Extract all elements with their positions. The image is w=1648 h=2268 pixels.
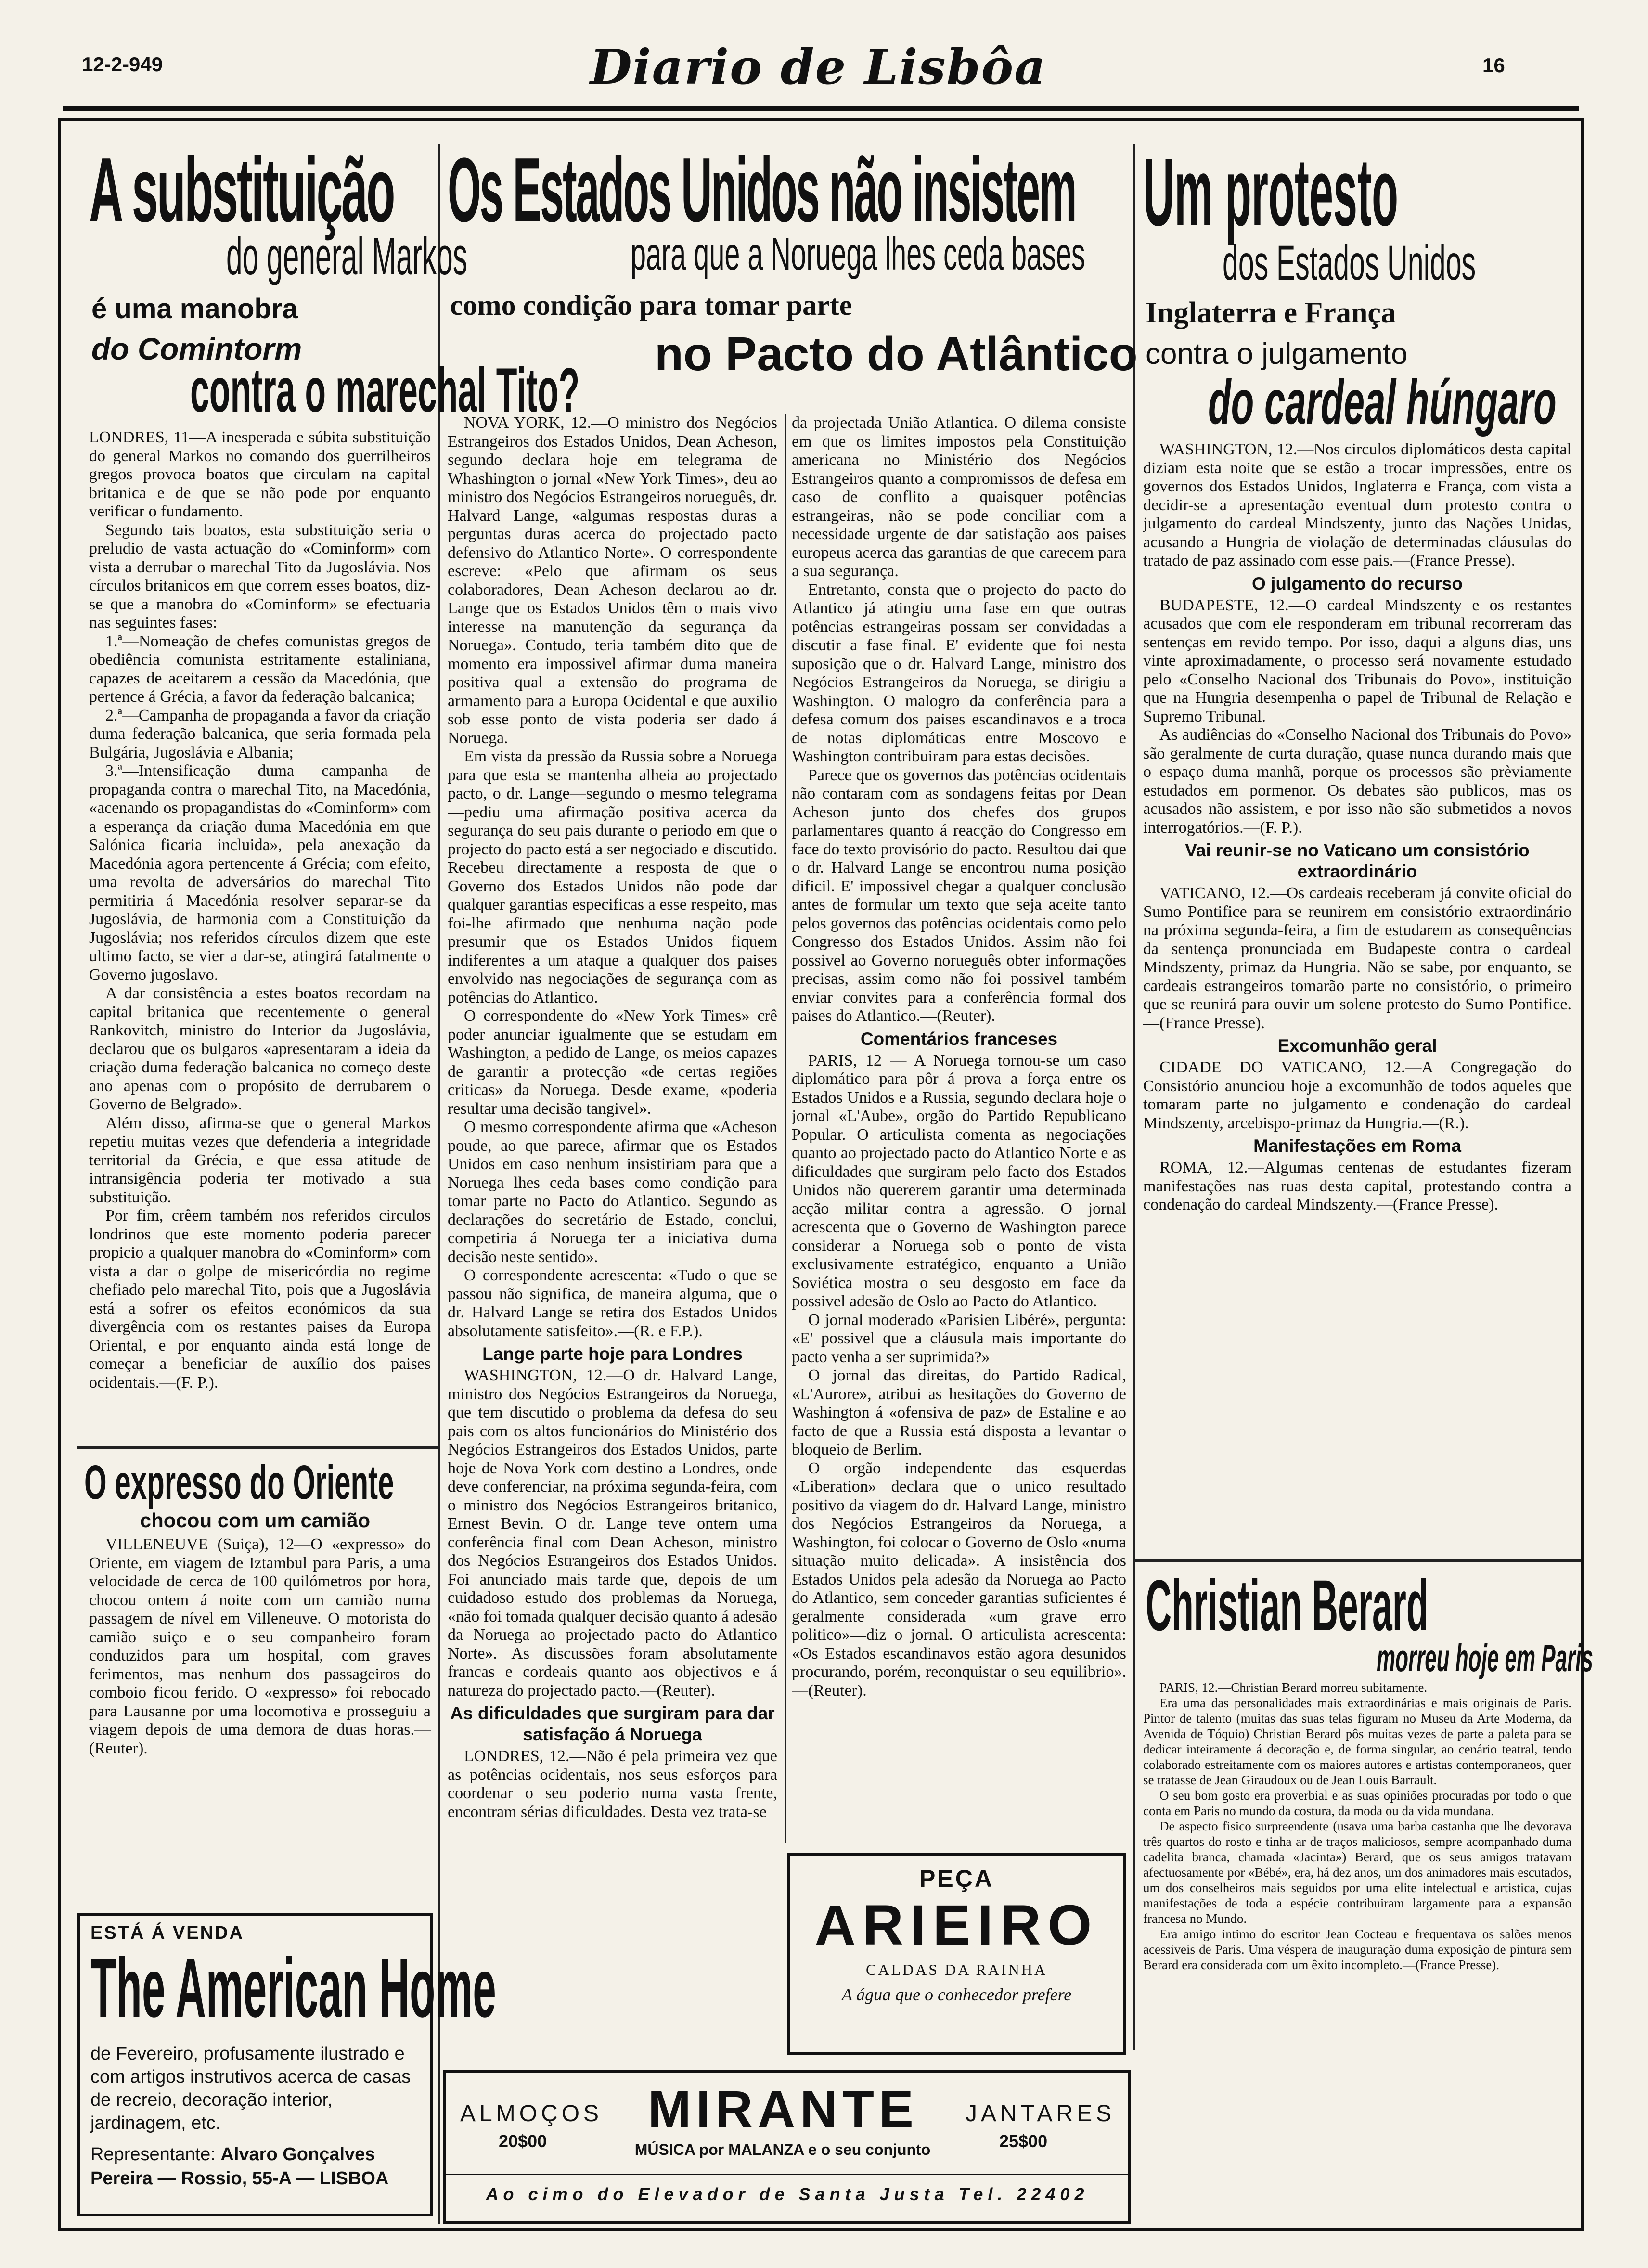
paragraph: O jornal das direitas, do Partido Radical, «L'Aurore», atribui as hesitações do Governo de Washington á «ofensiva de paz» de Estaline e ao facto de que a Russia está disposta a levantar o bloqueio de Berlim. — [792, 1366, 1126, 1458]
paragraph: LONDRES, 12.—Não é pela primeira vez que as potências ocidentais, nos seus esforços para coordenar o seu poderio numa vasta frente, encontram sérias dificuldades. Desta vez trata-se — [448, 1747, 777, 1821]
deck-inglaterra-franca: Inglaterra e França — [1146, 296, 1396, 329]
article-continuation-body — [792, 414, 1126, 1843]
deck-noruega-bases: para que a Noruega lhes ceda bases — [631, 228, 1085, 280]
subhead-dificuldades: As dificuldades que surgiram para dar satisfação á Noruega — [450, 1703, 775, 1744]
paragraph: PARIS, 12 — A Noruega tornou-se um caso diplomático para pôr á prova a força entre os Estados Unidos e a Russia, segundo declara hoje o jornal «L'Aube», orgão do Partido Republicano Popular. O articulista comenta as negociações quanto ao projectado pacto do Atlantico Norte e as dificuldades que surgiram pelo facto dos Estados Unidos não quererem garantir uma determinada acção militar contra a agressão. O jornal acrescenta que o Governo de Washington parece considerar a Noruega sob o ponto de vista exclusivamente estratégico, enquanto a União Soviética mostra o seu desgosto em face da possivel adesão de Oslo ao Pacto do Atlantico. — [792, 1051, 1126, 1310]
paragraph: O seu bom gosto era proverbial e as suas opiniões procuradas por todo o que conta em Paris no mundo da costura, da moda ou da vida mundana. — [1143, 1788, 1571, 1818]
paragraph: 3.ª—Intensificação duma campanha de propaganda contra o marechal Tito, na Macedónia, «acenando os propagandistas do «Cominform» com a esperança da criação duma Macedónia em que Salónica ficaria incluida», pela anexação da Macedónia agora pertencente á Grécia; com efeito, uma revolta de adversários do marechal Tito permitiria á Macedónia resolver separar-se da Jugoslávia, de harmonia com a Constituição da Jugoslávia; nos referidos círculos dizem que este ultimo facto, se vier a dar-se, atingirá fatalmente o Governo jugoslavo. — [89, 762, 431, 984]
paragraph: Era amigo intimo do escritor Jean Cocteau e frequentava os salões menos acessiveis de Paris. Uma véspera de inauguração duma exposição de pintura sem Berard era considerada com um êxito incompleto.—(France Presse). — [1143, 1927, 1571, 1972]
subhead-manifestacoes: Manifestações em Roma — [1253, 1136, 1461, 1156]
page-number: 16 — [1482, 54, 1505, 77]
paragraph: O correspondente do «New York Times» crê poder anunciar igualmente que se estudam em Washington, a pedido de Lange, os meios capazes de garantir a protecção «de certas regiões criticas» da Noruega. Desde exame, «poderia resultar uma decisão tangivel». — [448, 1007, 777, 1118]
section-rule — [77, 1446, 438, 1449]
ad-arieiro-slogan: A água que o conhecedor prefere — [841, 1985, 1072, 2004]
deck-pacto-atlantico: no Pacto do Atlântico — [655, 327, 1138, 380]
ad-description: de Fevereiro, profusamente ilustrado e com artigos instrutivos acerca de casas de recreio, decoração interior, jardinagem, etc. — [90, 2044, 411, 2133]
paragraph: Parece que os governos das potências ocidentais não contaram com as sondagens feitas por Dean Acheson junto dos chefes dos grupos parlamentares quanto á reacção do Congresso em face do texto provisório do pacto. Resultou dai que o dr. Halvard Lange se encontrou numa posição dificil. E' impossivel chegar a qualquer conclusão antes de formular um texto que seja aceite tanto pelos governos das potências ocidentais como pelo Congresso dos Estados Unidos. Assim não foi possivel ao Governo norueguês obter informações precisas, assim como não foi possivel também enviar convites para a conferência formal dos paises do Atlantico.—(Reuter). — [792, 766, 1126, 1025]
deck-julgamento: contra o julgamento — [1146, 337, 1408, 371]
paragraph: Além disso, afirma-se que o general Markos repetiu muitas vezes que defenderia a integridade territorial da Grécia, e que essa atitude de intransigência poderia ter motivado a sua substituição. — [89, 1114, 431, 1206]
article-protesto-body — [1143, 440, 1571, 1557]
paragraph: Segundo tais boatos, esta substituição seria o preludio de vasta actuação do «Cominform» com vista a derrubar o marechal Tito da Jugoslávia. Nos círculos britanicos em que correm esses boatos, diz-se que a manobra do «Cominform» se efectuaria nas seguintes fases: — [89, 521, 431, 631]
paragraph: O orgão independente das esquerdas «Liberation» declara que o unico resultado positivo da viagem do dr. Halvard Lange, ministro dos Negócios Estrangeiros da Noruega, a Washington, foi colocar o Governo de Oslo «numa situação muito delicada». A insistência dos Estados Unidos pela adesão da Noruega ao Pacto do Atlantico, sem conceder garantias suficientes é geralmente considerada «um grave erro politico»—diz o jornal. O articulista acrescenta: «Os Estados escandinavos estão agora desunidos procurando, porém, reconquistar o seu equilibrio».—(Reuter). — [792, 1459, 1126, 1700]
ad-mirante-almocos-price: 20$00 — [499, 2131, 547, 2151]
ad-top-line: ESTÁ Á VENDA — [90, 1923, 244, 1943]
ad-mirante-brand: MIRANTE — [648, 2080, 918, 2138]
deck-contra-tito: contra o marechal Tito? — [190, 355, 580, 425]
paragraph: 2.ª—Campanha de propaganda a favor da criação duma federação balcanica, que seria formada pela Bulgária, Jugoslávia e Albania; — [89, 706, 431, 761]
deck-estados-unidos: dos Estados Unidos — [1223, 235, 1476, 290]
ad-mirante-jantares: JANTARES — [966, 2101, 1116, 2126]
paragraph: CIDADE DO VATICANO, 12.—A Congregação do Consistório anunciou hoje a excomunhão de todos aqueles que tomaram parte no julgamento e condenação do cardeal Mindszenty, arcebispo-primaz da Hungria.—(R.). — [1143, 1058, 1571, 1132]
ad-magazine-title: The American Home — [90, 1941, 496, 2035]
ad-american-home — [77, 1913, 496, 2216]
issue-date: 12-2-949 — [82, 53, 163, 76]
ad-representative — [90, 2142, 423, 2191]
ad-mirante — [443, 2070, 1131, 2224]
deck-comintorm: do Comintorm — [91, 332, 302, 366]
deck-manobra: é uma manobra — [91, 293, 298, 324]
deck-camiao: chocou com um camião — [140, 1509, 371, 1532]
subhead-lange-londres: Lange parte hoje para Londres — [482, 1344, 743, 1364]
paragraph: Por fim, crêem também nos referidos circulos londrinos que este momento poderia parecer propicio a qualquer manobra do «Cominform» com vista a dar o golpe de misericórdia no regime chefiado pelo marechal Tito, pois que a Jugoslávia está a sofrer os efeitos económicos da sua divergência com os restantes paises da Europa Oriental, e por enquanto ainda está longe de começar a beneficiar de auxílio dos paises ocidentais.—(F. P.). — [89, 1207, 431, 1392]
subhead-excomunhao: Excomunhão geral — [1277, 1036, 1437, 1056]
headline-protesto: Um protesto — [1143, 139, 1399, 246]
article-expresso-body — [89, 1535, 431, 1906]
ad-arieiro-place: CALDAS DA RAINHA — [866, 1961, 1047, 1978]
ad-mirante-music: MÚSICA por MALANZA e o seu conjunto — [634, 2141, 931, 2158]
paragraph: Em vista da pressão da Russia sobre a Noruega para que esta se mantenha alheia ao projectado pacto, o dr. Lange—segundo o mesmo telegrama—pediu uma afirmação positiva acerca da segurança do seu pais durante o periodo em que o projecto do pacto está a ser negociado e discutido. Recebeu directamente a resposta de que o Governo dos Estados Unidos não pode dar qualquer garantias especificas a esse respeito, mas foi-lhe afirmado que nenhuma nação pode presumir que os Estados Unidos fiquem indiferentes a um ataque a qualquer dos paises envolvido nas negociações de segurança com as potências do Atlantico. — [448, 747, 777, 1006]
paragraph: PARIS, 12.—Christian Berard morreu subitamente. — [1159, 1680, 1428, 1695]
subhead-comentarios: Comentários franceses — [860, 1029, 1058, 1049]
paragraph: Era uma das personalidades mais extraordinárias e mais originais de Paris. Pintor de talento (muitas das suas telas figuram no Museu da Arte Moderna, da Avenida de Tóquio) Christian Berard pôs muitas vezes de parte a paleta para se dedicar inteiramente á decoração e, de forma singular, ao cenário teatral, tendo colaborado estreitamente com os maiores autores e artistas contemporaneos, quer se tratasse de Jean Giraudoux ou de Jean Louis Barrault. — [1143, 1696, 1571, 1787]
newspaper-title: Diario de Lisbôa — [590, 39, 1047, 95]
ad-mirante-almocos: ALMOÇOS — [460, 2101, 603, 2126]
paragraph: O correspondente acrescenta: «Tudo o que se passou não significa, de maneira alguma, que o dr. Halvard Lange se retira dos Estados Unidos absolutamente satisfeito».—(R. e F.P.). — [448, 1266, 777, 1340]
paragraph: VATICANO, 12.—Os cardeais receberam já convite oficial do Sumo Pontifice para se reunirem em consistório extraordinário na próxima segunda-feira, a fim de estudarem as consequências da sentença pronunciada em Budapeste contra o cardeal Mindszenty, primaz da Hungria. Não se sabe, por enquanto, se cardeais estrangeiros tomarão parte no consistório, o primeiro que se reunirá para ouvir um solene protesto do Sumo Pontifice.—(France Presse). — [1143, 884, 1571, 1032]
ad-mirante-rule — [446, 2174, 1128, 2175]
deck-general-markos: do general Markos — [226, 227, 468, 286]
deck-condicao: como condição para tomar parte — [450, 289, 852, 321]
headline-estados-unidos: Os Estados Unidos não insistem — [448, 139, 1076, 241]
paragraph: O mesmo correspondente afirma que «Acheson poude, ao que parece, afirmar que os Estados Unidos em caso nenhum insistiriam para que a Noruega lhes ceda bases como condição para tomar parte no Pacto do Atlantico. Segundo as declarações do secretário de Estado, conclui, competiria á Noruega ter a iniciativa duma decisão neste sentido». — [448, 1118, 777, 1266]
column-divider-2 — [1133, 144, 1135, 2050]
ad-rep-name: Alvaro Gonçalves Pereira — Rossio, 55-A — LISBOA — [90, 2144, 389, 2189]
deck-morreu: morreu hoje em Paris — [1377, 1637, 1593, 1679]
paragraph: O jornal moderado «Parisien Libéré», pergunta: «E' possivel que a cláusula mais importante do pacto venha a ser suprimida?» — [792, 1311, 1126, 1366]
paragraph: WASHINGTON, 12.—O dr. Halvard Lange, ministro dos Negócios Estrangeiros da Noruega, que tem discutido o problema da defesa do seu pais com os altos funcionários do Ministério dos Negócios Estrangeiros dos Estados Unidos, parte hoje de Nova York com destino a Londres, onde deve conferenciar, na próxima segunda-feira, com o ministro dos Negócios Estrangeiros britanico, Ernest Bevin. O dr. Lange teve ontem uma conferência final com Dean Acheson, ministro dos Negócios Estrangeiros dos Estados Unidos. Foi anunciado mais tarde que, depois de um cuidadoso estudo dos problemas da Noruega, «não foi tomada qualquer decisão quanto á adesão da Noruega ao projectado pacto do Atlantico Norte». As discussões foram absolutamente francas e cordeais quanto aos objectivos e á natureza do projectado pacto.—(Reuter). — [448, 1366, 777, 1700]
ad-mirante-jantares-price: 25$00 — [999, 2131, 1048, 2151]
headline-expresso: O expresso do Oriente — [84, 1456, 394, 1509]
article-substituicao-body — [89, 428, 431, 1439]
paragraph: VILLENEUVE (Suiça), 12—O «expresso» do Oriente, em viagem de Iztambul para Paris, a uma velocidade de cerca de 100 quilómetros por hora, chocou ontem á noite com um camião numa passagem de nível em Villeneuve. O motorista do camião suiço e o seu companheiro foram conduzidos para um hospital, com graves ferimentos, mas nenhum dos passageiros do comboio ficou ferido. O «expresso» foi rebocado para Lausanne por uma locomotiva e prosseguiu a viagem depois de uma demora de duas horas.—(Reuter). — [89, 1535, 431, 1757]
masthead-rule — [63, 106, 1579, 111]
headline-substituicao: A substituição — [89, 139, 394, 241]
section-rule — [1133, 1559, 1581, 1562]
ad-rep-label: Representante: — [90, 2144, 216, 2165]
headline-berard: Christian Berard — [1146, 1565, 1429, 1646]
paragraph: ROMA, 12.—Algumas centenas de estudantes fizeram manifestações nas ruas desta capital, protestando contra a condenação do cardeal Mindszenty.—(France Presse). — [1143, 1159, 1571, 1213]
paragraph: WASHINGTON, 12.—Nos circulos diplomáticos desta capital diziam esta noite que se estão a trocar impressões, entre os governos dos Estados Unidos, Inglaterra e França, com vista a decidir-se a apresentação eventual dum protesto contra o julgamento do cardeal Mindszenty, junto das Nações Unidas, acusando a Hungria de violação de determinadas cláusulas do tratado de paz assinado com esse pais.—(France Presse). — [1143, 440, 1571, 569]
article-berard-body — [1143, 1680, 1571, 2224]
subhead-vaticano: Vai reunir-se no Vaticano um consistório extraordinário — [1185, 840, 1530, 881]
paragraph: Entretanto, consta que o projecto do pacto do Atlantico já atingiu uma fase em que outras potências estrangeiras possam ser convidadas a discutir a fase final. E' evidente que foi nesta suposição que o dr. Halvard Lange, ministro dos Negócios Estrangeiros da Noruega, se dirigiu a Washington. O malogro da conferência para a defesa comum dos paises escandinavos e a troca de notas diplomáticas entre Moscovo e Washington contribuiram para estas decisões. — [792, 580, 1126, 765]
paragraph: BUDAPESTE, 12.—O cardeal Mindszenty e os restantes acusados que com ele responderam em tribunal recorreram das sentenças em revido tempo. Por isso, daqui a alguns dias, uns vinte aproximadamente, o processo será novamente estudado pelo «Conselho Nacional dos Tribunais do Povo», instituição que na Hungria desempenha o papel de Tribunal de Relação e Supremo Tribunal. — [1143, 596, 1571, 725]
inner-column-divider — [785, 414, 786, 1843]
paragraph: LONDRES, 11—A inesperada e súbita substituição do general Markos no comando dos guerrilheiros gregos provoca boatos que circulam na capital britanica e de que se não pode por enquanto verificar o fundamento. — [89, 428, 431, 520]
ad-arieiro — [787, 1853, 1126, 2055]
ad-arieiro-brand: ARIEIRO — [814, 1894, 1099, 1957]
column-divider-1 — [438, 144, 440, 2224]
paragraph: 1.ª—Nomeação de chefes comunistas gregos de obediência comunista estritamente estaliniana, capazes de aceitarem a cessão da Macedónia, que pertence á Grécia, a favor da federação balcanica; — [89, 632, 431, 706]
paragraph: De aspecto fisico surpreendente (usava uma barba castanha que lhe devorava três quartos do rosto e tinha ar de traços maliciosos, sempre acompanhado duma cadelita branca, chamada «Jacinta») Berard, que os seus amigos tratavam afectuosamente por «Bébé», era, há dez anos, um dos animadores mais escutados, um dos conselheiros mais seguidos por uma elite intelectual e artistica, cujas manifestações de toda a espécie contribuiram largamente para a expansão francesa no Mundo. — [1143, 1819, 1571, 1926]
subhead-recurso: O julgamento do recurso — [1252, 573, 1463, 593]
paragraph: da projectada União Atlantica. O dilema consiste em que os limites impostos pela Constituição americana no Ministério dos Negócios Estrangeiros quanto a compromissos de defesa em caso de conflito a quaisquer potências estrangeiras, não se pode conciliar com a necessidade urgente de dar satisfação aos paises europeus acerca das garantias de que carecem para a sua segurança. — [792, 414, 1126, 580]
ad-arieiro-top: PEÇA — [919, 1865, 994, 1892]
paragraph: NOVA YORK, 12.—O ministro dos Negócios Estrangeiros dos Estados Unidos, Dean Acheson, segundo declara hoje em telegrama de Whashington o jornal «New York Times», deu ao ministro dos Negócios Estrangeiros norueguês, dr. Halvard Lange, «algumas respostas duras a perguntas duras acerca do projectado pacto defensivo do Atlantico Norte». O correspondente escreve: «Pelo que afirmam os seus colaboradores, Dean Acheson declarou ao dr. Lange que os Estados Unidos têm o mais vivo interesse na manutenção da segurança da Noruega». Contudo, teria também dito que de momento era impossivel afirmar duma maneira positiva qual a extensão do programa de armamento para a Europa Ocidental e que auxilio sob esse ponto de vista poderia ser dado á Noruega. — [448, 414, 777, 747]
ad-mirante-address: Ao cimo do Elevador de Santa Justa Tel. 22402 — [486, 2184, 1089, 2204]
article-estados-unidos-body — [448, 414, 777, 1848]
paragraph: As audiências do «Conselho Nacional dos Tribunais do Povo» são geralmente de curta duração, quase nunca durando mais que o espaço duma manhã, porque os processos são prèviamente estudados em pormenor. Os debates são publicos, mas os acusados não assistem, e por isso não são submetidos a novos interrogatórios.—(F. P.). — [1143, 726, 1571, 837]
paragraph: A dar consistência a estes boatos recordam na capital britanica que recentemente o general Rankovitch, ministro do Interior da Jugoslávia, declarou que os bulgaros «apresentaram a ideia da criação duma federação balcanica no começo deste ano apenas com o propósito de derrubarem o Governo de Belgrado». — [89, 984, 431, 1113]
deck-cardeal-hungaro: do cardeal húngaro — [1208, 367, 1557, 437]
